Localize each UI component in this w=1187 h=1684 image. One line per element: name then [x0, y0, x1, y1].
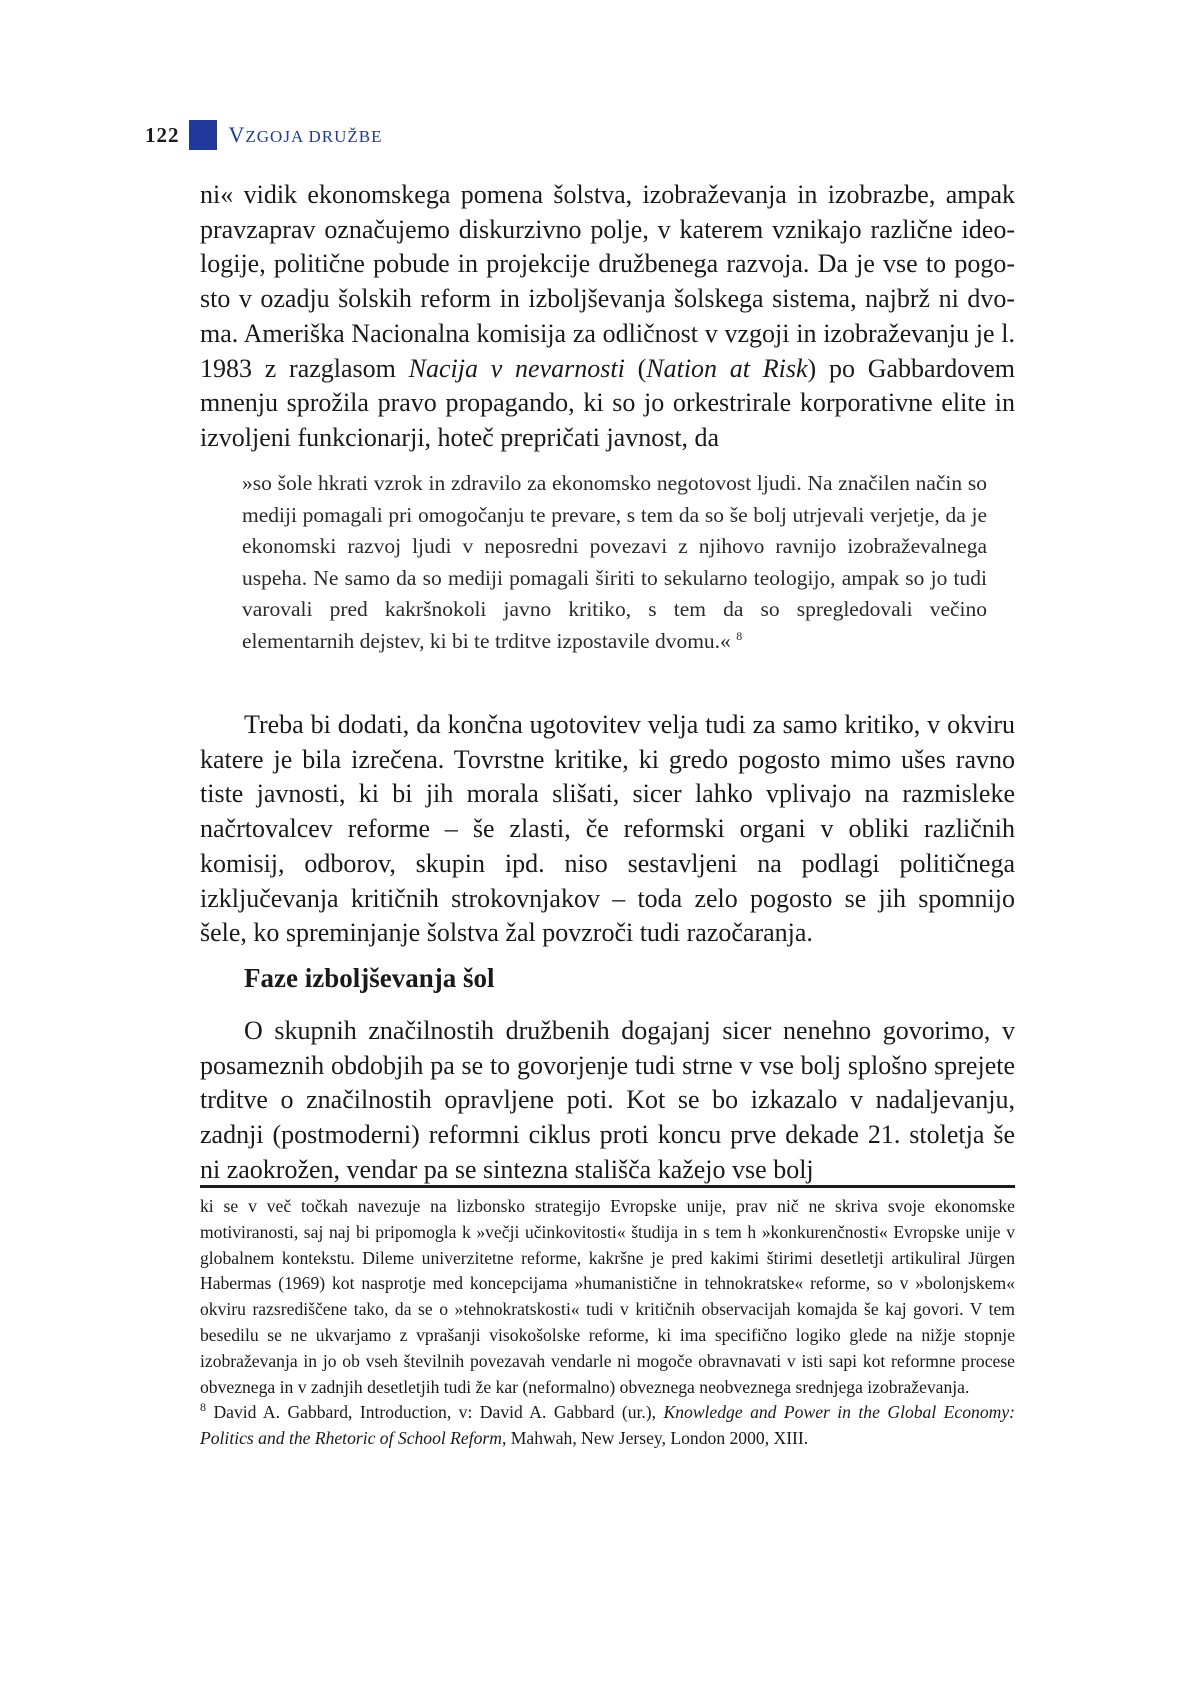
- body-paragraph-2: Treba bi dodati, da končna ugotovitev velja tudi za samo kritiko, v okviru katere je bila izrečena. Tovrstne kritike, ki gredo pogosto mimo ušes ravno tiste javnosti, ki bi jih morala slišati, sicer lahko vplivajo na razmisleke načrtovalcev reforme – še zlasti, če reformski organi v obliki različnih komisij, odborov, skupin ipd. niso sestavljeni na podlagi političnega izključevanja kritičnih strokovnjakov – toda zelo pogosto se jih spomnijo šele, ko spreminjanje šolstva žal povzroči tudi razočaranja.: [200, 710, 1015, 948]
- page-number: 122: [145, 122, 180, 147]
- section-heading: Faze izboljševanja šol: [244, 963, 495, 993]
- paragraph1-paren-open: (: [624, 353, 647, 383]
- quote-text: »so šole hkrati vzrok in zdravilo za ekonomsko negotovost ljudi. Na značilen način so mediji pomagali pri omogočanju te prevare, s tem da so še bolj utrjevali verjetje, da je ekonomski razvoj ljudi v neposredni povezavi z njihovo ravnijo izobraževalnega uspeha. Ne samo da so mediji pomagali širiti to sekularno teologijo, ampak so jo tudi varovali pred kakršnokoli javno kritiko, s tem da so spregledovali večino elementarnih dejstev, ki bi te trditve izpostavile dvomu.«: [242, 471, 987, 653]
- footnote-separator-rule: [200, 1185, 1015, 1188]
- footnote-continued: ki se v več točkah navezuje na lizbonsko strategijo Evropske unije, prav nič ne skriva svoje ekonomske motiviranosti, saj naj bi pripomogla k »večji učinkovitosti« študija in s tem h »konkurenčnosti« Evropske unije v globalnem kontekstu. Dileme univerzitetne reforme, kakršne je pred kakimi štirimi desetletji artikuliral Jürgen Habermas (1969) kot nasprotje med koncepcijama »humanistične in tehnokratske« reforme, so v »bolonjskem« okviru razsrediščene tako, da se o »tehnokratskosti« tudi v kritičnih observacijah komajda še kaj govori. V tem besedilu se ne ukvarjamo z vprašanji visokošolske reforme, ki ima specifično logiko glede na nižje stopnje izobraževanja in jo ob vseh številnih povezavah vendarle ni mogoče obravnavati v isti sapi kot reformne procese obveznega in v zadnjih desetletjih tudi že kar (neformalno) obveznega neobveznega srednjega izobraževanja.: [200, 1196, 1015, 1397]
- running-title-initial: V: [228, 122, 246, 147]
- footnote-8-text-after: , Mahwah, New Jersey, London 2000, XIII.: [501, 1428, 809, 1449]
- footnotes: [200, 1194, 1015, 1452]
- running-title-rest: ZGOJA DRUŽBE: [245, 127, 383, 146]
- header-marker-square: [189, 120, 217, 150]
- footnote-8: [200, 1400, 1015, 1452]
- running-header: [145, 119, 383, 151]
- paragraph1-text-before: ni« vidik ekonomskega pomena šolstva, izobraževanja in izobrazbe, ampak pravzaprav označujemo diskurzivno polje, v katerem vznikajo različne ideologije, politične pobude in projekcije družbenega razvoja. Da je vse to pogosto v ozadju šolskih reform in izboljševanja šolskega sistema, najbrž ni dvoma. Ameriška Nacionalna komisija za odličnost v vzgoji in izobraževanju je l. 1983 z razglasom: [200, 180, 1015, 383]
- body-paragraph-1: [200, 178, 1015, 456]
- footnote-8-number: 8: [200, 1400, 206, 1415]
- footnote-8-text-before: David A. Gabbard, Introduction, v: David A. Gabbard (ur.),: [206, 1402, 664, 1423]
- paragraph1-text-after: ) po Gabbardovem mnenju sprožila pravo propagando, ki so jo orkestrirale korporativne elite in izvoljeni funkcionarji, hoteč prepričati javnost, da: [200, 353, 1015, 452]
- running-title: [229, 124, 383, 146]
- body-paragraph-3: O skupnih značilnostih družbenih dogajanj sicer nenehno govorimo, v posameznih obdobjih pa se to govorjenje tudi strne v vse bolj splošno sprejete trditve o značilnostih opravljene poti. Kot se bo izkazalo v nadaljevanju, zadnji (postmoderni) reformni ciklus proti koncu prve dekade 21. stoletja še ni zaokrožen, vendar pa se sintezna stališča kažejo vse bolj: [200, 1016, 1015, 1184]
- paragraph1-italic-title-en: Nation at Risk: [646, 353, 808, 383]
- footnote-8-italic-title: Knowledge and Power in the Global Economy: Politics and the Rhetoric of School Reform: [200, 1402, 1015, 1449]
- block-quote: [242, 468, 987, 657]
- quote-footnote-ref[interactable]: 8: [736, 628, 743, 643]
- paragraph1-italic-title: Nacija v nevarnosti: [408, 353, 625, 383]
